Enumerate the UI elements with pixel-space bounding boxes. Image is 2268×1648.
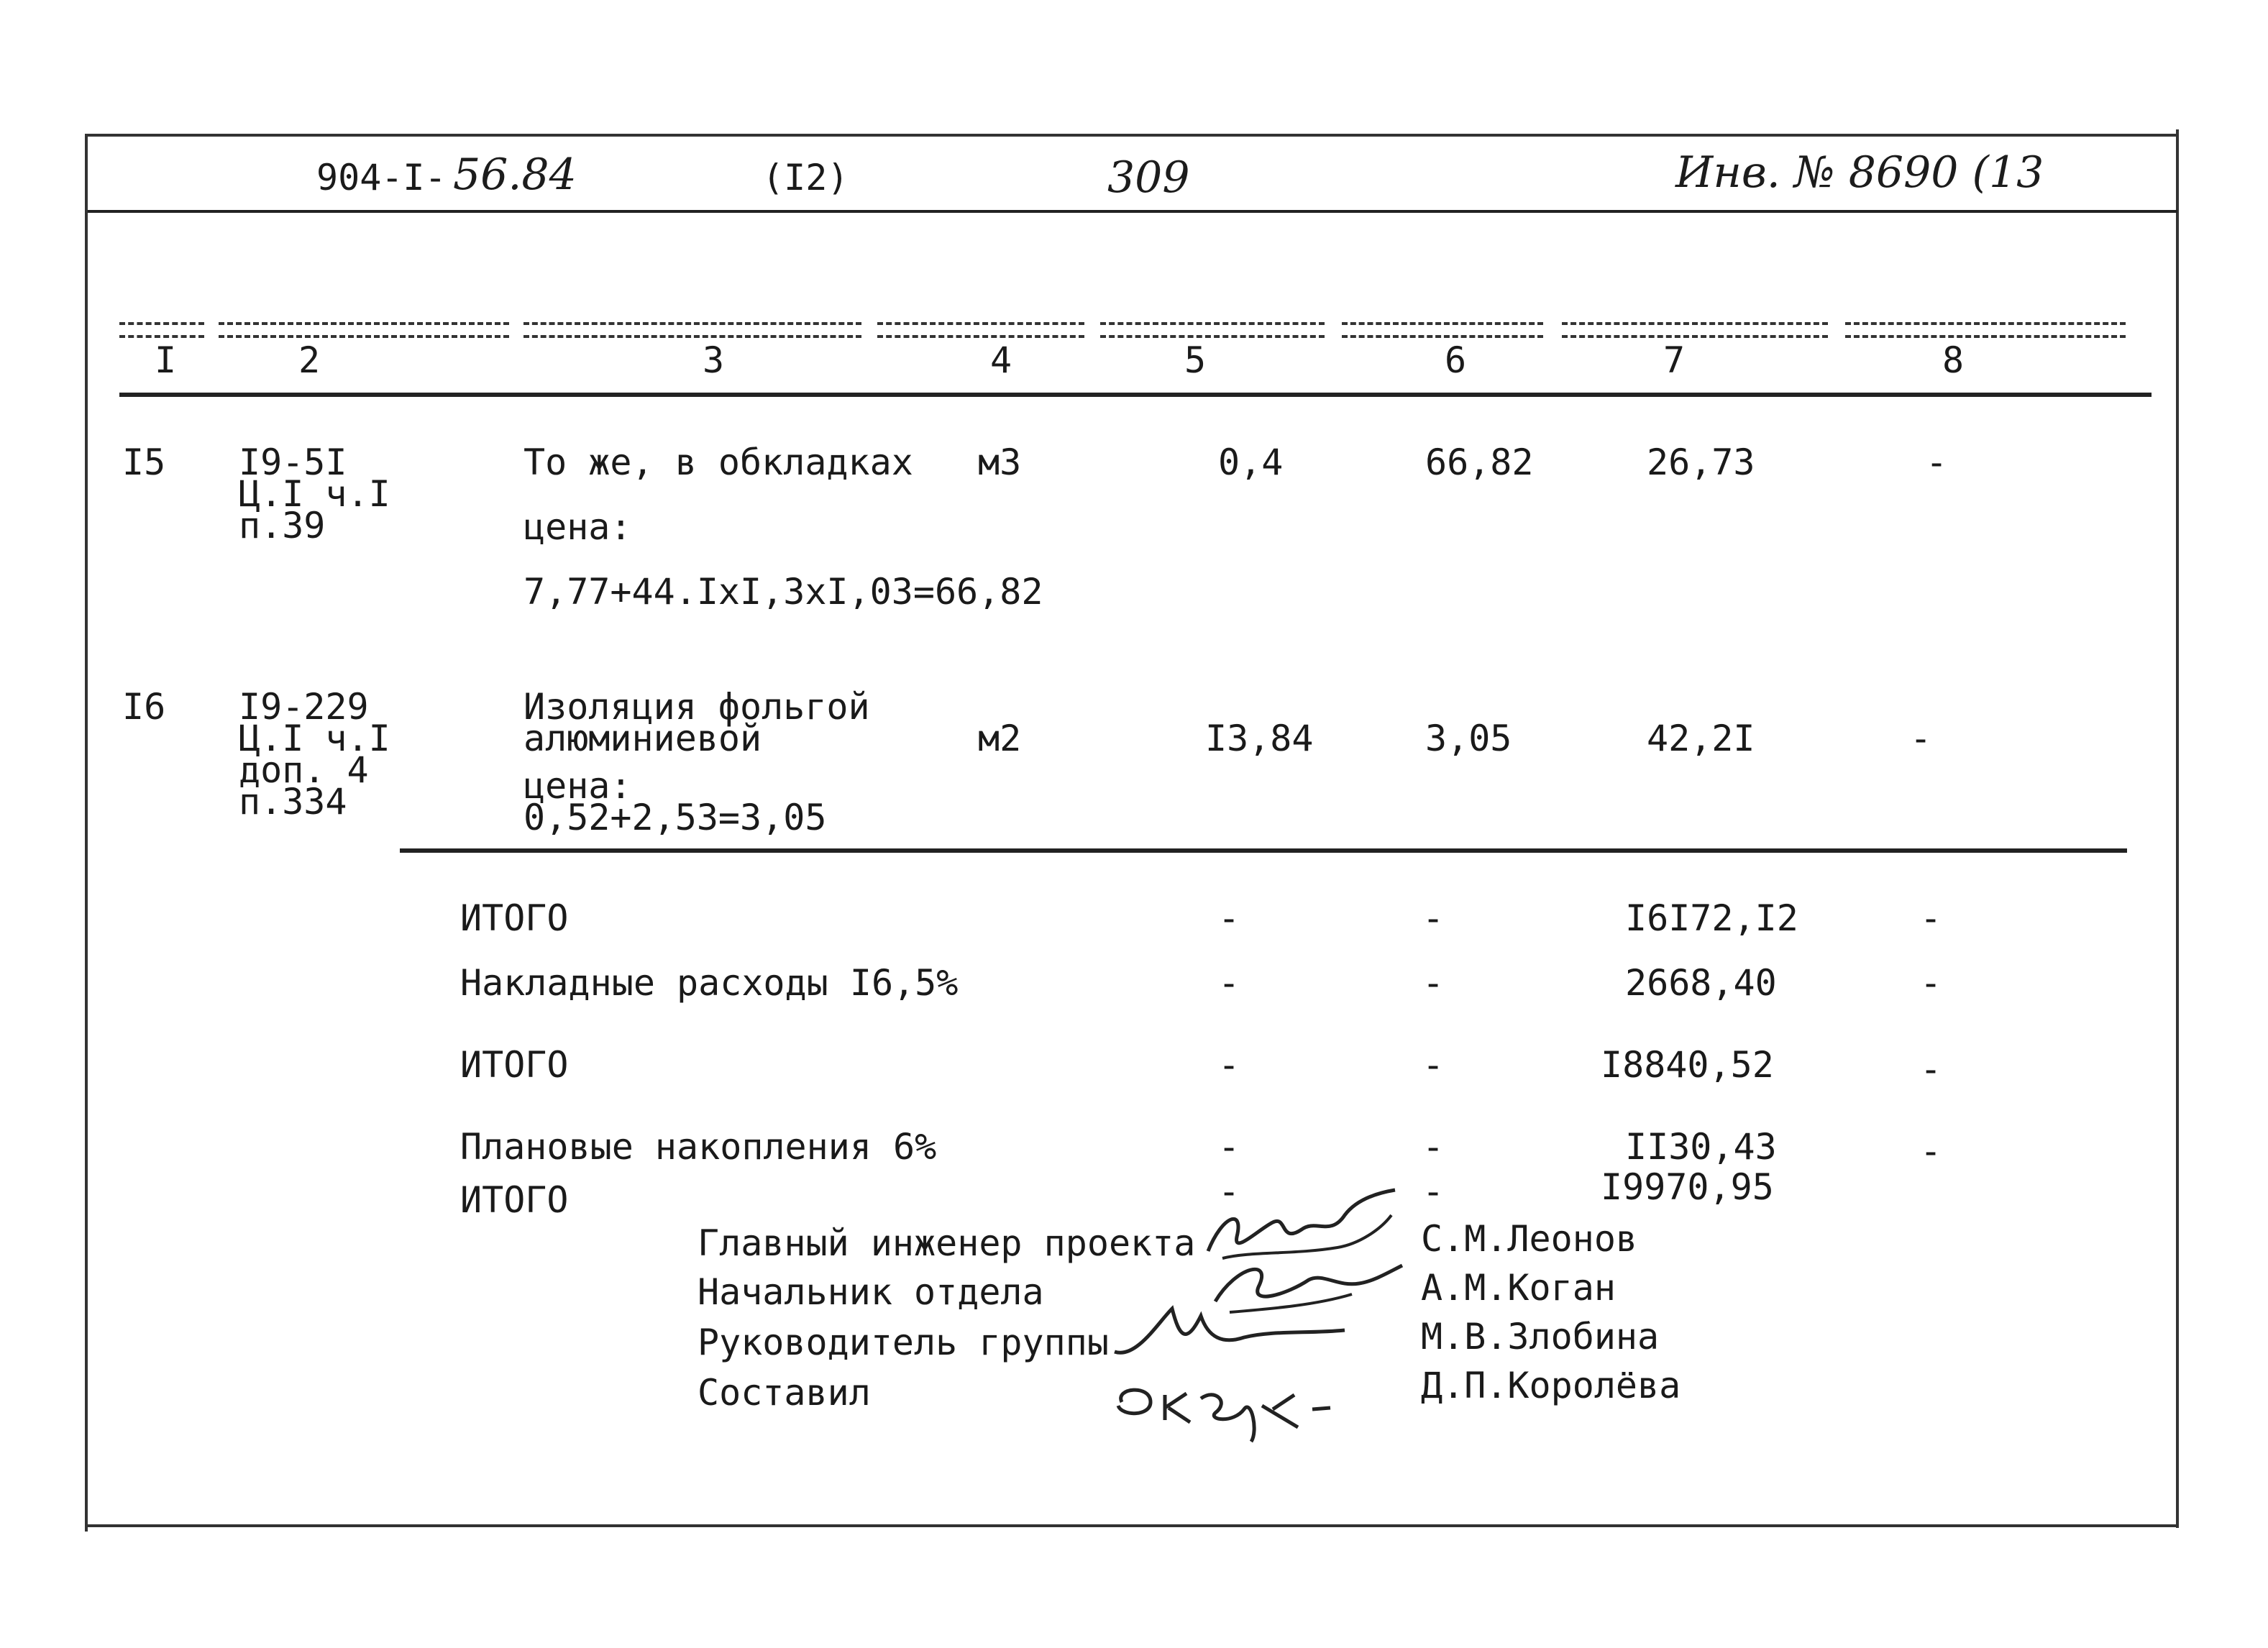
frame-top-border: [85, 134, 2179, 137]
column-header: 4: [989, 339, 1012, 381]
summary-total: I6I72,I2: [1625, 897, 1798, 939]
column-header-underline: [119, 393, 2152, 397]
row-unit-price: 3,05: [1425, 718, 1512, 759]
summary-c8: -: [1920, 962, 1942, 1004]
col-rule: [1100, 322, 1325, 338]
signature-role: Составил: [698, 1372, 871, 1414]
row-col8: -: [1926, 441, 1948, 483]
column-header: 2: [298, 339, 321, 381]
row-number: I6: [122, 686, 166, 728]
signature-role: Руководитель группы: [698, 1322, 1109, 1363]
header-separator: [88, 210, 2177, 213]
col-rule: [1342, 322, 1543, 338]
column-header: 5: [1184, 339, 1207, 381]
summary-c8: -: [1920, 1048, 1942, 1090]
row-quantity: I3,84: [1205, 718, 1314, 759]
frame-left-border: [85, 137, 88, 1532]
column-header: 3: [702, 339, 725, 381]
row-code-line: п.39: [239, 505, 326, 546]
row-code-line: п.334: [239, 781, 347, 823]
row-description: Изоляция фольгой: [523, 686, 870, 728]
signature-name: Д.П.Королёва: [1421, 1365, 1681, 1406]
summary-c5: -: [1218, 962, 1240, 1004]
sheet-number: (I2): [762, 157, 849, 198]
row-quantity: 0,4: [1218, 441, 1284, 483]
frame-bottom-border: [85, 1524, 2179, 1527]
signature-name: А.М.Коган: [1421, 1267, 1616, 1309]
summary-label: ИТОГО: [460, 1179, 569, 1221]
summary-c5: -: [1218, 1171, 1240, 1212]
row-total: 26,73: [1647, 441, 1755, 483]
summary-c8: -: [1920, 897, 1942, 939]
row-code-line: Ц.I ч.I: [239, 473, 390, 515]
row-price-formula: 7,77+44.IxI,3xI,03=66,82: [523, 571, 1043, 613]
column-header: 8: [1942, 339, 1965, 381]
column-header: 7: [1663, 339, 1686, 381]
signature-role: Главный инженер проекта: [698, 1222, 1196, 1264]
column-header: 6: [1444, 339, 1467, 381]
summary-label: Накладные расходы I6,5%: [460, 962, 959, 1004]
column-header: I: [154, 339, 177, 381]
summary-c6: -: [1422, 1044, 1445, 1086]
signature-name: С.М.Леонов: [1421, 1218, 1638, 1260]
summary-c6: -: [1422, 897, 1445, 939]
summary-c5: -: [1218, 1044, 1240, 1086]
summary-c5: -: [1218, 1126, 1240, 1168]
row-unit: м3: [978, 441, 1022, 483]
totals-separator: [400, 848, 2127, 853]
row-number: I5: [122, 441, 166, 483]
inventory-number-handwritten: Инв. № 8690 (13: [1675, 147, 2044, 198]
summary-total: II30,43: [1625, 1126, 1777, 1168]
col-rule: [119, 322, 204, 338]
row-description: алюминиевой: [523, 718, 762, 759]
col-rule: [1845, 322, 2126, 338]
signature-scribble-compiler: [1107, 1366, 1338, 1445]
summary-label: Плановые накопления 6%: [460, 1126, 937, 1168]
signature-role: Начальник отдела: [698, 1271, 1044, 1313]
signature-scribble-group-leader: [1107, 1294, 1352, 1366]
row-price-label: цена:: [523, 765, 632, 807]
row-total: 42,2I: [1647, 718, 1755, 759]
summary-c6: -: [1422, 1126, 1445, 1168]
signature-name: М.В.Злобина: [1421, 1316, 1660, 1358]
summary-c8: -: [1920, 1130, 1942, 1172]
summary-c5: -: [1218, 897, 1240, 939]
row-unit: м2: [978, 718, 1022, 759]
col-rule: [877, 322, 1084, 338]
summary-c6: -: [1422, 1171, 1445, 1212]
col-rule: [1562, 322, 1828, 338]
doc-code-printed: 904-I-: [316, 157, 447, 198]
col-rule: [523, 322, 861, 338]
summary-total: 2668,40: [1625, 962, 1777, 1004]
row-code-line: доп. 4: [239, 749, 369, 791]
summary-c6: -: [1422, 962, 1445, 1004]
row-unit-price: 66,82: [1425, 441, 1534, 483]
doc-code-handwritten: 56.84: [453, 150, 577, 200]
row-price-label: цена:: [523, 506, 632, 548]
col-rule: [219, 322, 509, 338]
summary-label: ИТОГО: [460, 897, 569, 939]
page-number-handwritten: 309: [1107, 152, 1190, 203]
row-code-line: I9-5I: [239, 441, 347, 483]
row-code-line: I9-229: [239, 686, 369, 728]
row-price-formula: 0,52+2,53=3,05: [523, 797, 827, 838]
summary-label: ИТОГО: [460, 1044, 569, 1086]
summary-total: I9970,95: [1601, 1166, 1774, 1208]
frame-right-border: [2176, 129, 2179, 1528]
summary-total: I8840,52: [1601, 1044, 1774, 1086]
row-col8: -: [1910, 718, 1932, 759]
row-code-line: Ц.I ч.I: [239, 718, 390, 759]
row-description: То же, в обкладках: [523, 441, 913, 483]
